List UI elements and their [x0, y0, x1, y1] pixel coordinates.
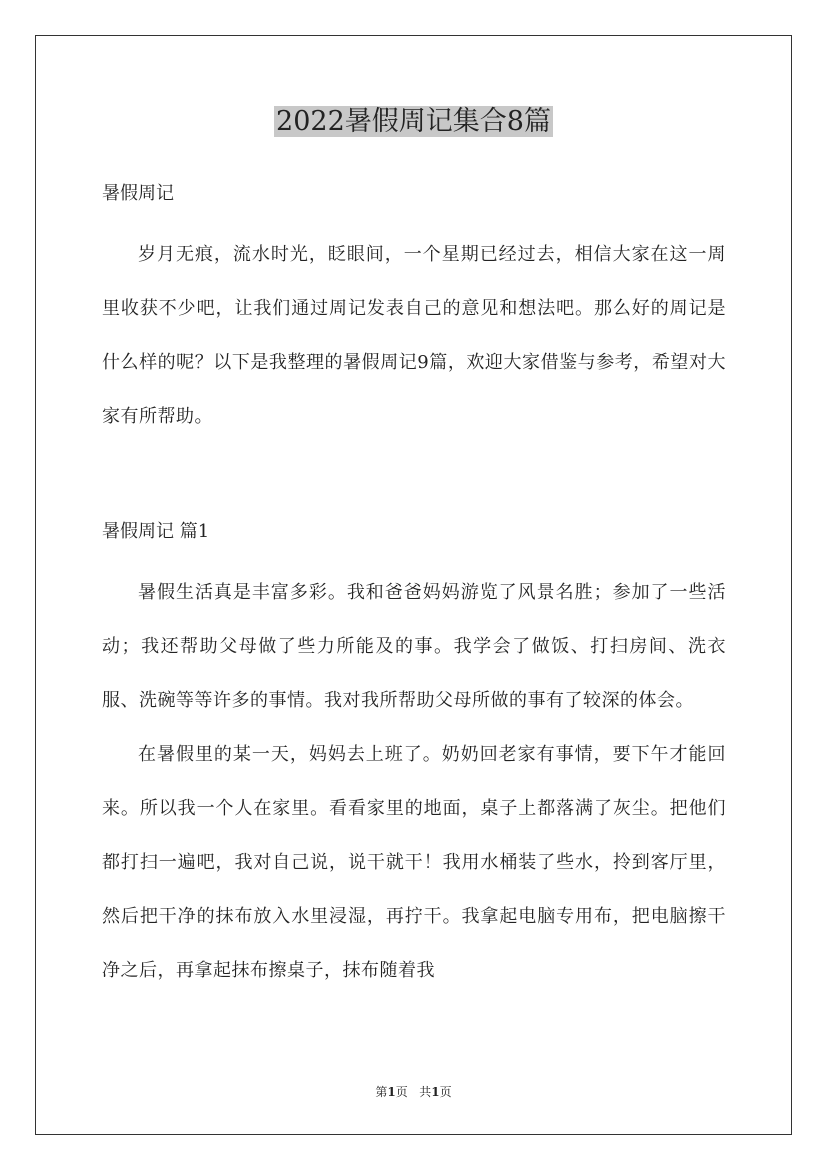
footer-page-number: 1 [387, 1085, 396, 1099]
document-body [102, 172, 726, 998]
footer-total-number: 1 [431, 1085, 440, 1099]
intro-paragraph: 岁月无痕，流水时光，眨眼间，一个星期已经过去，相信大家在这一周里收获不少吧，让我们通过周记发表自己的意见和想法吧。那么好的周记是什么样的呢？以下是我整理的暑假周记9篇，欢迎大家借鉴与参考，希望对大家有所帮助。 [102, 244, 726, 427]
spacer [102, 216, 726, 228]
section-1-heading: 暑假周记 篇1 [102, 521, 210, 542]
intro-heading: 暑假周记 [102, 183, 174, 204]
footer-page-prefix: 第 [375, 1085, 388, 1099]
document-title-text: 2022暑假周记集合8篇 [276, 106, 551, 137]
section-1-paragraph-2: 在暑假里的某一天，妈妈去上班了。奶奶回老家有事情，要下午才能回来。所以我一个人在家里。看看家里的地面，桌子上都落满了灰尘。把他们都打扫一遍吧，我对自己说，说干就干！我用水桶装了些水，拎到客厅里，然后把干净的抹布放入水里浸湿，再拧干。我拿起电脑专用布，把电脑擦干净之后，再拿起抹布擦桌子，抹布随着我 [102, 744, 726, 981]
section-1-paragraph-1: 暑假生活真是丰富多彩。我和爸爸妈妈游览了风景名胜；参加了一些活动；我还帮助父母做了些力所能及的事。我学会了做饭、打扫房间、洗衣服、洗碗等等许多的事情。我对我所帮助父母所做的事有了较深的体会。 [102, 582, 726, 711]
spacer [102, 554, 726, 566]
spacer [102, 444, 726, 510]
page-footer [0, 1082, 827, 1102]
document-title [0, 100, 827, 144]
footer-total-prefix: 共 [419, 1085, 432, 1099]
footer-total-suffix: 页 [439, 1085, 452, 1099]
footer-page-suffix: 页 [395, 1085, 408, 1099]
